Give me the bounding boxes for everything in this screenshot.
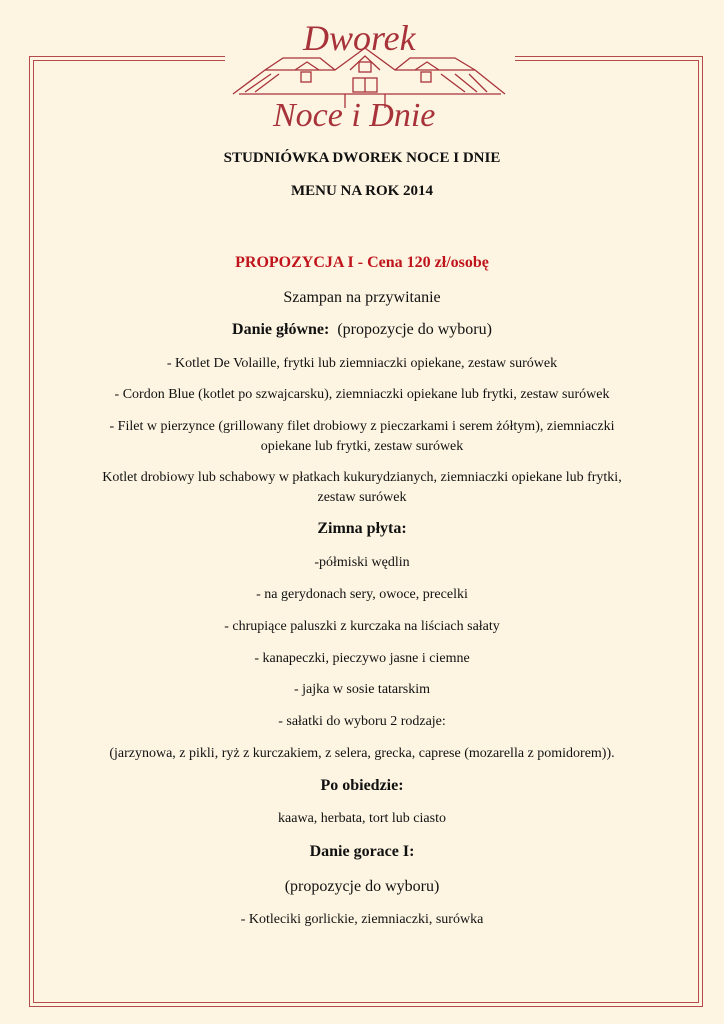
cold-plate-item: - chrupiące paluszki z kurczaka na liściach sałaty [224, 619, 500, 634]
cold-plate-item: - na gerydonach sery, owoce, precelki [256, 587, 468, 602]
after-dinner-item: kaawa, herbata, tort lub ciasto [278, 811, 446, 826]
after-dinner-heading [60, 777, 664, 795]
house-logo-icon [225, 12, 515, 140]
logo-word-top: Dworek [303, 18, 416, 58]
welcome-line: Szampan na przywitanie [283, 289, 441, 306]
hot-dish-title: Danie gorace I: [309, 843, 415, 860]
after-dinner-title: Po obiedzie: [320, 777, 404, 794]
cold-plate-item: (jarzynowa, z pikli, ryż z kurczakiem, z selera, grecka, caprese (mozarella z pomidorem)). [109, 746, 615, 761]
cold-plate-item: - sałatki do wyboru 2 rodzaje: [278, 714, 446, 729]
cold-plate-item: - kanapeczki, pieczywo jasne i ciemne [254, 651, 470, 666]
main-dishes-heading [60, 321, 664, 339]
proposal-heading: PROPOZYCJA I - Cena 120 zł/osobę [235, 254, 489, 271]
logo-word-bottom: Noce i Dnie [273, 97, 436, 134]
main-dish-item: Kotlet drobiowy lub schabowy w płatkach kukurydzianych, ziemniaczki opiekane lub frytki, [102, 470, 622, 485]
main-dish-item-continued: opiekane lub frytki, zestaw surówek [260, 439, 464, 454]
main-dishes-note: (propozycje do wyboru) [337, 321, 492, 338]
cold-plate-item: -półmiski wędlin [314, 555, 410, 570]
hot-dish-item: - Kotleciki gorlickie, ziemniaczki, surówka [240, 912, 484, 927]
main-dish-item: - Filet w pierzynce (grillowany filet drobiowy z pieczarkami i serem żółtym), ziemniaczki [109, 419, 615, 434]
hot-dish-note: (propozycje do wyboru) [284, 878, 440, 895]
page-subtitle: MENU NA ROK 2014 [290, 183, 434, 199]
hot-dish-heading [60, 843, 664, 861]
cold-plate-heading [60, 520, 664, 538]
main-dish-item-continued: zestaw surówek [317, 490, 407, 505]
main-dishes-title: Danie główne: [232, 321, 330, 338]
cold-plate-item: - jajka w sosie tatarskim [293, 682, 431, 697]
page-title: STUDNIÓWKA DWOREK NOCE I DNIE [223, 150, 501, 166]
main-dish-item: - Cordon Blue (kotlet po szwajcarsku), ziemniaczki opiekane lub frytki, zestaw surówek [114, 387, 610, 402]
dworek-logo [225, 12, 515, 140]
main-dish-item: - Kotlet De Volaille, frytki lub ziemniaczki opiekane, zestaw surówek [166, 356, 558, 371]
cold-plate-title: Zimna płyta: [317, 520, 407, 537]
